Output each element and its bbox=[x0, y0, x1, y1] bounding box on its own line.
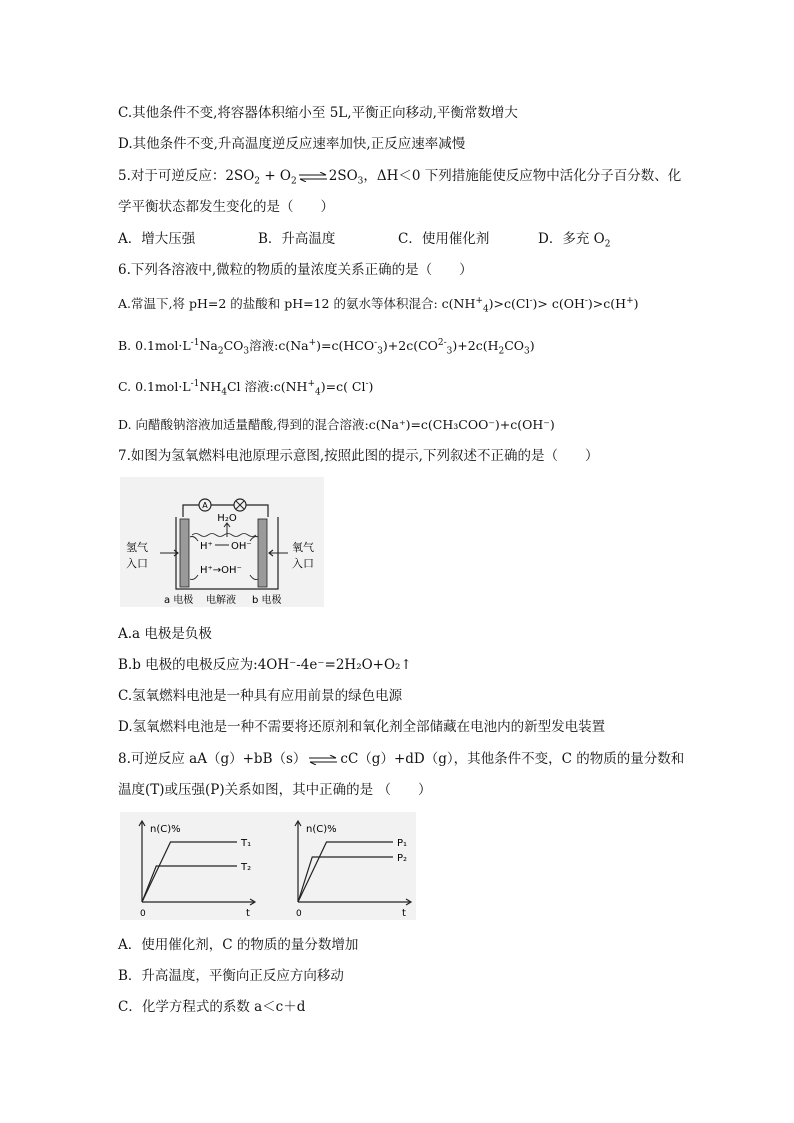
curved-arrow-a-down bbox=[190, 575, 198, 580]
q8-option-c: C．化学方程式的系数 a＜c＋d bbox=[118, 999, 306, 1015]
graph-1-x-label: t bbox=[246, 908, 250, 919]
q8-option-b: B．升高温度，平衡向正反应方向移动 bbox=[118, 968, 344, 984]
hydrogen-inlet-label: 入口 bbox=[126, 557, 148, 570]
q6-option-d: D. 向醋酸钠溶液加适量醋酸,得到的混合溶液:c(Na⁺)=c(CH₃COO⁻)+c(OH⁻) bbox=[118, 417, 555, 432]
q5-option-a: A．增大压强 bbox=[118, 231, 196, 247]
graph-2-x-label: t bbox=[402, 908, 406, 919]
graph-1-series-1-label: T₁ bbox=[241, 838, 252, 849]
equilibrium-arrow-icon bbox=[308, 755, 338, 765]
q5-option-b: B．升高温度 bbox=[258, 231, 336, 247]
q4-option-c: C.其他条件不变,将容器体积缩小至 5L,平衡正向移动,平衡常数增大 bbox=[118, 105, 518, 121]
q5-options bbox=[118, 230, 610, 248]
oxygen-label: 氧气 bbox=[292, 541, 314, 554]
curved-arrow-a-up bbox=[190, 537, 198, 542]
q8-stem-line2: 温度(T)或压强(P)关系如图，其中正确的是 （ ） bbox=[118, 782, 432, 798]
graph-2-series-1-label: P₁ bbox=[397, 838, 408, 849]
q5-stem-line1: 5.对于可逆反应：$2SO_2 + O_2$ $2SO_3$，ΔH＜0 下列措施能使反应物中活化分子百分数、化 bbox=[118, 168, 682, 187]
graph-2-y-label: n(C)% bbox=[306, 824, 337, 835]
q6-option-b: B. $0.1mol\cdot L^{-1}Na_2CO_3$溶液$:c(Na^+)=c(HCO^-_3)+2c(CO^{2-}_3)+2c(H_2CO_3)$ bbox=[118, 337, 535, 357]
graph-1-y-label: n(C)% bbox=[150, 824, 181, 835]
hydrogen-label: 氢气 bbox=[126, 541, 148, 554]
ion-pair-lower: H⁺→OH⁻ bbox=[200, 565, 242, 576]
a-electrode-label: a 电极 bbox=[164, 595, 194, 606]
graph-2-series-1-line bbox=[298, 842, 393, 902]
q8-graphs-svg bbox=[120, 812, 416, 920]
electrode-b bbox=[258, 519, 267, 587]
graph-1-series-2-label: T₂ bbox=[241, 862, 252, 873]
curved-arrow-b-down bbox=[250, 575, 258, 580]
graph-1-series-1-line bbox=[142, 842, 237, 902]
q8-graphs bbox=[120, 812, 416, 920]
q8-stem-line1: 8.可逆反应 aA（g）+bB（s） cC（g）+dD（g），其他条件不变，C 的物质的量分数和 bbox=[118, 751, 685, 767]
q5-option-c: C．使用催化剂 bbox=[398, 231, 490, 247]
b-electrode-label: b 电极 bbox=[252, 595, 282, 606]
equilibrium-arrow-icon bbox=[298, 172, 328, 182]
q6-stem: 6.下列各溶液中,微粒的物质的量浓度关系正确的是（ ） bbox=[118, 262, 473, 278]
graph-2-series-2-line bbox=[298, 857, 393, 902]
q7-stem: 7.如图为氢氧燃料电池原理示意图,按照此图的提示,下列叙述不正确的是（ ） bbox=[118, 448, 599, 464]
q7-option-a: A.a 电极是负极 bbox=[118, 626, 212, 642]
h2o-label: H₂O bbox=[217, 513, 237, 524]
q8-option-a: A．使用催化剂，C 的物质的量分数增加 bbox=[118, 937, 359, 953]
graph-2-series-2-label: P₂ bbox=[397, 853, 408, 864]
q7-option-c: C.氢氧燃料电池是一种具有应用前景的绿色电源 bbox=[118, 688, 403, 704]
electrolyte-label: 电解液 bbox=[206, 595, 236, 606]
q7-option-b: B.b 电极的电极反应为:4OH⁻-4e⁻=2H₂O+O₂↑ bbox=[118, 657, 412, 673]
q5-option-d: D．多充 $O_2$ bbox=[538, 231, 611, 250]
electrolyte-surface bbox=[192, 534, 256, 537]
ammeter-label: A bbox=[202, 501, 208, 510]
oxygen-inlet-label: 入口 bbox=[292, 557, 314, 570]
q4-option-d: D.其他条件不变,升高温度逆反应速率加快,正反应速率减慢 bbox=[118, 136, 466, 152]
q7-option-d: D.氢氧燃料电池是一种不需要将还原剂和氧化剂全部储藏在电池内的新型发电装置 bbox=[118, 719, 606, 735]
q6-option-c: C. $0.1mol\cdot L^{-1}NH_4Cl$ 溶液$:c(NH^+_4)=c$( Cl-) bbox=[118, 378, 374, 398]
fuel-cell-diagram bbox=[120, 477, 324, 607]
fuel-cell-svg bbox=[120, 477, 324, 607]
graph-1-origin: 0 bbox=[140, 909, 146, 919]
q5-stem-line2: 学平衡状态都发生变化的是（ ） bbox=[118, 199, 334, 215]
oh-ion-upper: OH⁻ bbox=[231, 541, 252, 552]
electrode-a bbox=[180, 519, 189, 587]
graph-2-origin: 0 bbox=[296, 909, 302, 919]
h-ion-upper: H⁺ bbox=[200, 541, 213, 552]
q6-option-a: A.常温下,将 pH=2 的盐酸和 pH=12 的氨水等体积混合: $c(NH^+_4)>c(Cl^-)> c(OH^-)>c(H^+)$ bbox=[118, 295, 639, 315]
